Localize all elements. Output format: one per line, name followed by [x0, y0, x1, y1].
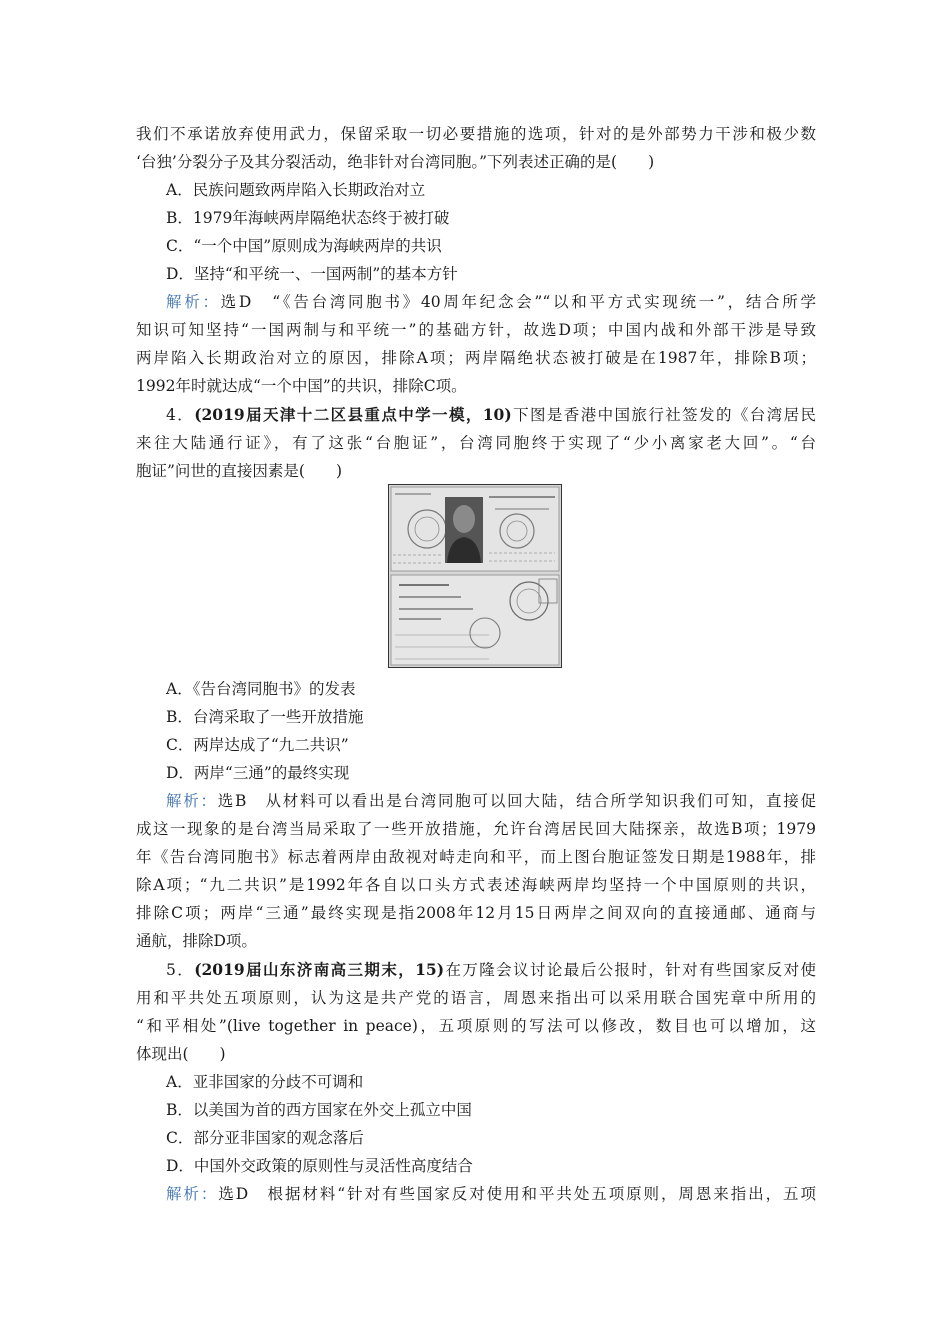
q4-analysis-line-1	[166, 791, 816, 811]
q4-option-a: A．《告台湾同胞书》的发表	[166, 680, 356, 698]
q4-analysis-line-5: 排除C项；两岸“三通”最终实现是指2008年12月15日两岸之间双向的直接通邮、通商与	[136, 904, 816, 922]
analysis-label: 解析：	[166, 1185, 219, 1203]
q5-option-b: B．以美国为首的西方国家在外交上孤立中国	[166, 1101, 472, 1119]
intro-line-1: 我们不承诺放弃使用武力，保留采取一切必要措施的选项，针对的是外部势力干涉和极少数	[136, 125, 816, 143]
q4-stem-line-1	[166, 405, 816, 425]
q4-analysis-line-4: 除A项；“九二共识”是1992年各自以口头方式表述海峡两岸均坚持一个中国原则的共识，	[136, 876, 816, 894]
intro-line-2: ‘台独’分裂分子及其分裂活动，绝非针对台湾同胞。”下列表述正确的是( )	[136, 153, 655, 171]
q5-stem-line-1	[166, 960, 816, 980]
q4-option-c: C．两岸达成了“九二共识”	[166, 736, 349, 754]
q4-analysis-line-2: 成这一现象的是台湾当局采取了一些开放措施，允许台湾居民回大陆探亲，故选B项；1979	[136, 820, 816, 838]
q4-source: (2019届天津十二区县重点中学一模，10)	[194, 405, 512, 424]
q5-analysis-line-1	[166, 1184, 816, 1204]
q3-analysis-line-2: 知识可知坚持“一国两制与和平统一”的基础方针，故选D项；中国内战和外部干涉是导致	[136, 321, 816, 339]
q3-analysis-line-3: 两岸陷入长期政治对立的原因，排除A项；两岸隔绝状态被打破是在1987年，排除B项；	[136, 349, 816, 367]
q3-analysis-line-4: 1992年时就达成“一个中国”的共识，排除C项。	[136, 377, 467, 395]
q5-source: (2019届山东济南高三期末，15)	[194, 960, 445, 979]
q5-number: 5．	[166, 961, 195, 979]
q4-analysis-line-3: 年《告台湾同胞书》标志着两岸由敌视对峙走向和平，而上图台胞证签发日期是1988年，排	[136, 848, 816, 866]
q4-analysis-text: 选B 从材料可以看出是台湾同胞可以回大陆，结合所学知识我们可知，直接促	[217, 792, 816, 810]
q3-option-d: D．坚持“和平统一、一国两制”的基本方针	[166, 265, 458, 283]
q4-stem-line-2: 来往大陆通行证》，有了这张“台胞证”，台湾同胞终于实现了“少小离家老大回”。“台	[136, 434, 816, 452]
q3-option-a: A．民族问题致两岸陷入长期政治对立	[166, 181, 426, 199]
q5-option-c: C．部分亚非国家的观念落后	[166, 1129, 364, 1147]
q5-stem-line-2: 用和平共处五项原则，认为这是共产党的语言，周恩来指出可以采用联合国宪章中所用的	[136, 989, 816, 1007]
q4-number: 4．	[166, 406, 195, 424]
q3-analysis-text: 选D “《告台湾同胞书》40周年纪念会”“以和平方式实现统一”，结合所学	[220, 293, 816, 311]
q5-option-d: D．中国外交政策的原则性与灵活性高度结合	[166, 1157, 473, 1175]
permit-image-drawing	[389, 485, 561, 667]
q5-stem-text: 在万隆会议讨论最后公报时，针对有些国家反对使	[444, 961, 816, 979]
q4-stem-line-3: 胞证”问世的直接因素是( )	[136, 462, 343, 480]
q5-analysis-text: 选D 根据材料“针对有些国家反对使用和平共处五项原则，周恩来指出，五项	[218, 1185, 816, 1203]
analysis-label: 解析：	[166, 792, 218, 810]
q5-stem-line-3: “和平相处”(live together in peace)，五项原则的写法可以修改，数目也可以增加，这	[136, 1017, 816, 1035]
q4-option-d: D．两岸“三通”的最终实现	[166, 764, 350, 782]
taiwan-permit-photo	[388, 484, 562, 668]
q4-analysis-line-6: 通航，排除D项。	[136, 932, 257, 950]
q5-option-a: A．亚非国家的分歧不可调和	[166, 1073, 364, 1091]
q5-stem-line-4: 体现出( )	[136, 1045, 226, 1063]
q3-option-b: B．1979年海峡两岸隔绝状态终于被打破	[166, 209, 450, 227]
analysis-label: 解析：	[166, 293, 221, 311]
q4-stem-text: 下图是香港中国旅行社签发的《台湾居民	[511, 406, 816, 424]
q4-option-b: B．台湾采取了一些开放措施	[166, 708, 364, 726]
q3-option-c: C．“一个中国”原则成为海峡两岸的共识	[166, 237, 442, 255]
q3-analysis-line-1	[166, 292, 816, 312]
